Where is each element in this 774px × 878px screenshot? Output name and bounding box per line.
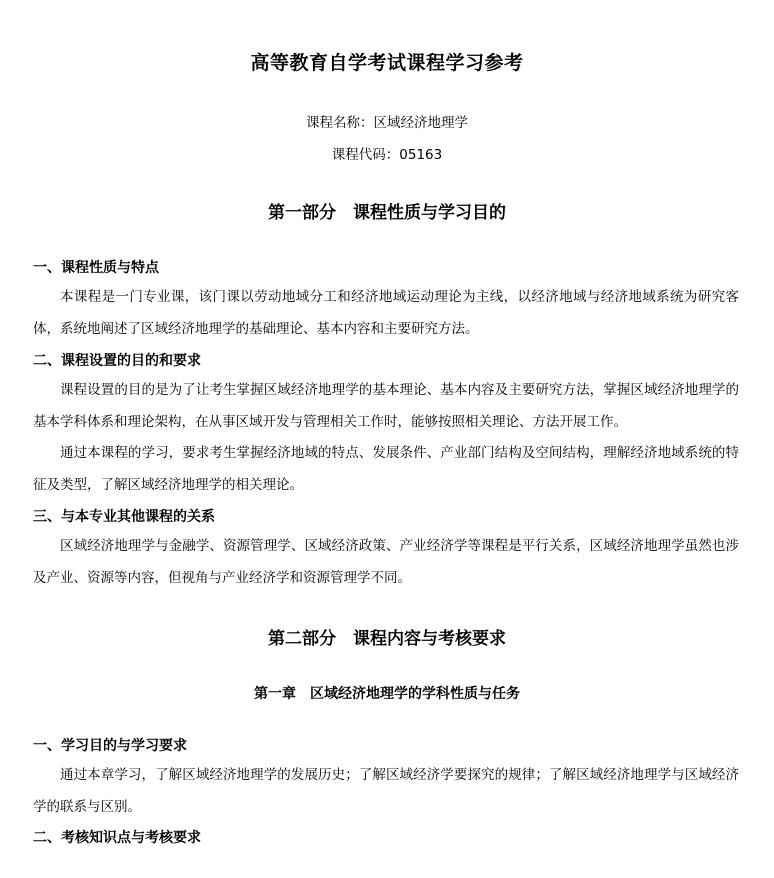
part2-title: 第二部分 课程内容与考核要求 — [268, 629, 506, 649]
paragraph: 区域经济地理学与金融学、资源管理学、区域经济政策、产业经济学等课程是平行关系，区域经济地理学虽然也涉及产业、资源等内容，但视角与产业经济学和资源管理学不同。 — [33, 538, 739, 586]
paragraph: 通过本课程的学习，要求考生掌握经济地域的特点、发展条件、产业部门结构及空间结构，理解经济地域系统的特征及类型，了解区域经济地理学的相关理论。 — [33, 445, 739, 493]
section-heading: 二、课程设置的目的和要求 — [33, 353, 201, 369]
section-heading: 三、与本专业其他课程的关系 — [33, 509, 215, 525]
chapter-title: 第一章 区域经济地理学的学科性质与任务 — [254, 686, 520, 702]
paragraph: 通过本章学习，了解区域经济地理学的发展历史；了解区域经济学要探究的规律；了解区域经济地理学与区域经济学的联系与区别。 — [33, 767, 739, 815]
paragraph: 课程设置的目的是为了让考生掌握区域经济地理学的基本理论、基本内容及主要研究方法，掌握区域经济地理学的基本学科体系和理论架构，在从事区域开发与管理相关工作时，能够按照相关理论、方法开展工作。 — [33, 382, 739, 430]
course-code: 课程代码：05163 — [331, 147, 443, 163]
document-title: 高等教育自学考试课程学习参考 — [250, 52, 524, 74]
section-heading: 一、课程性质与特点 — [33, 260, 159, 276]
section-heading: 二、考核知识点与考核要求 — [33, 830, 201, 846]
paragraph: 本课程是一门专业课，该门课以劳动地域分工和经济地域运动理论为主线，以经济地域与经济地域系统为研究客体，系统地阐述了区域经济地理学的基础理论、基本内容和主要研究方法。 — [33, 289, 739, 337]
course-name: 课程名称：区域经济地理学 — [306, 115, 468, 131]
section-heading: 一、学习目的与学习要求 — [33, 738, 187, 754]
part1-title: 第一部分 课程性质与学习目的 — [268, 203, 506, 223]
